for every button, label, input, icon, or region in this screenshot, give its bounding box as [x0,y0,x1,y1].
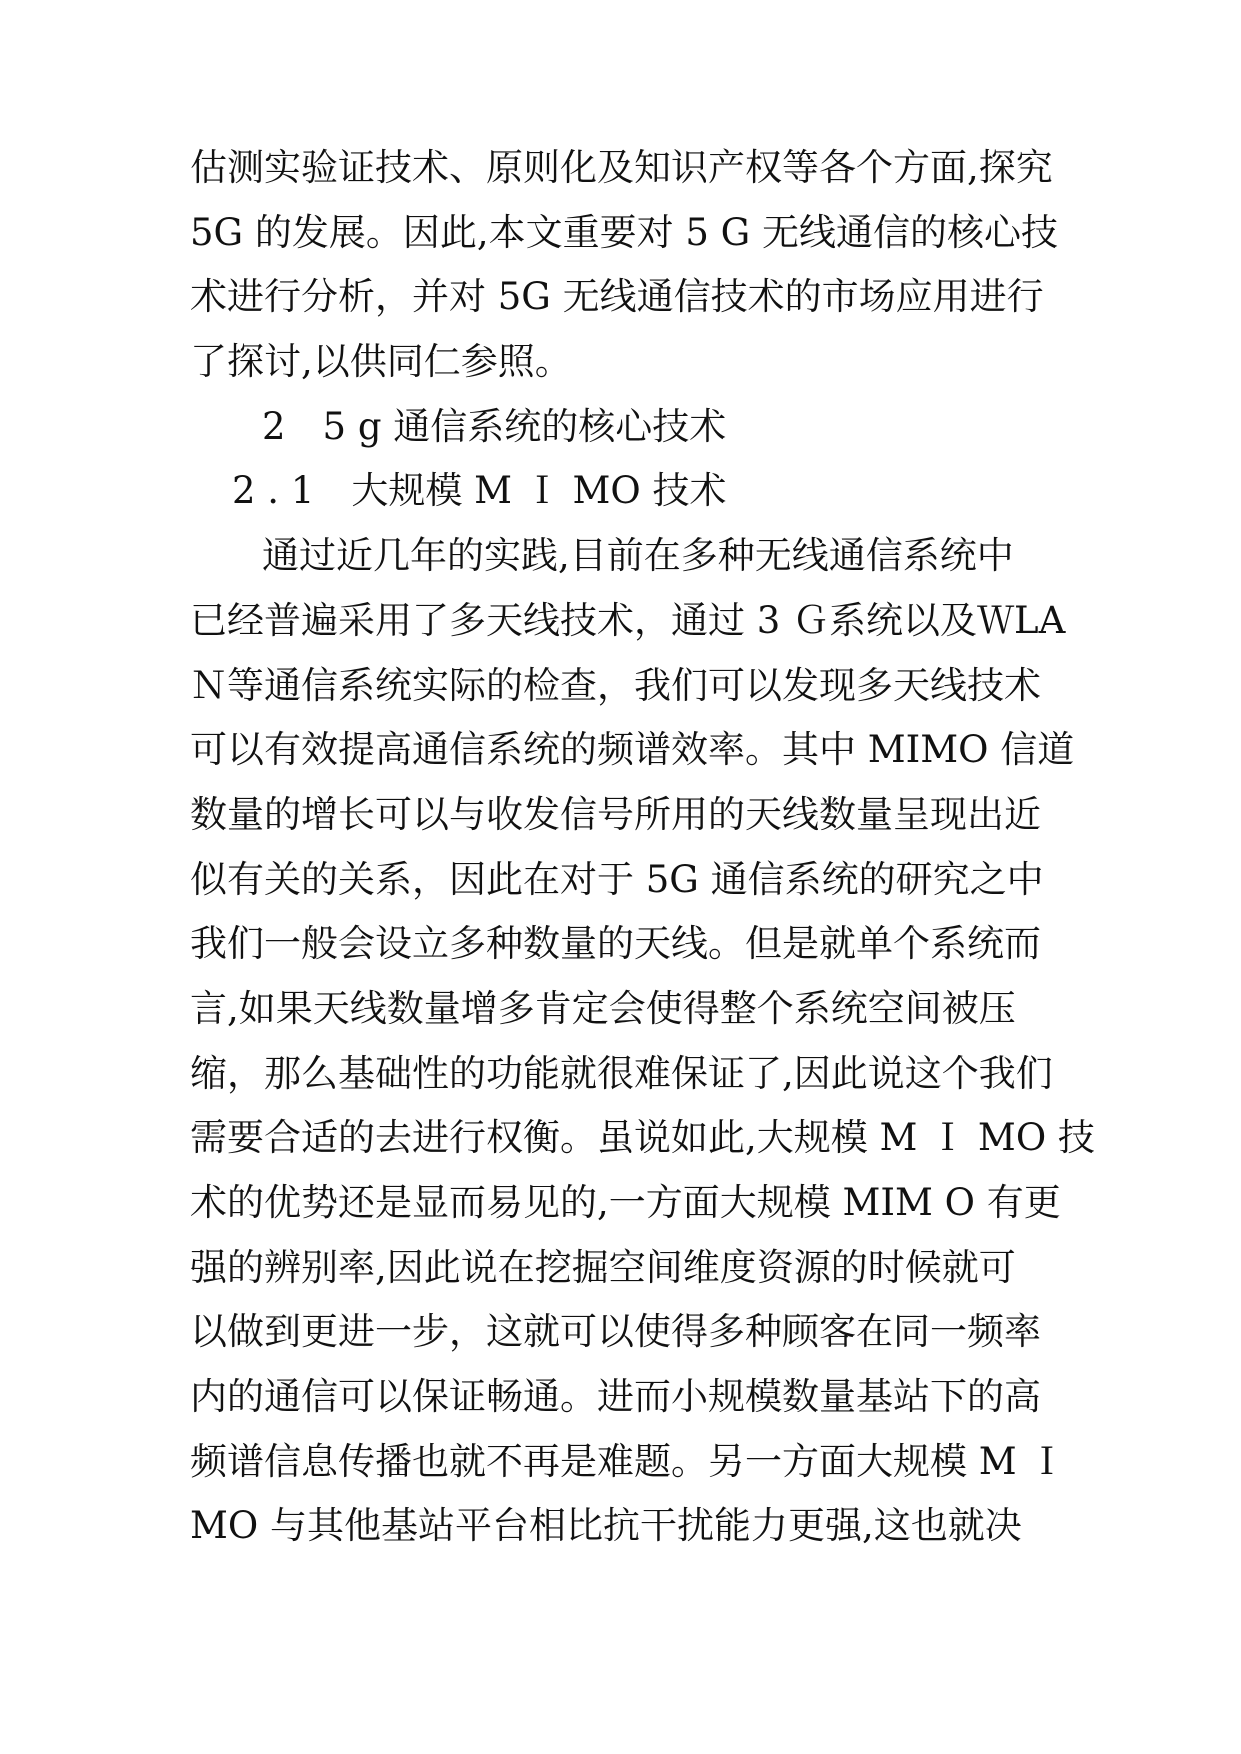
text-line: 以做到更进一步，这就可以使得多种顾客在同一频率 [190,1310,1041,1354]
text-line: Ｎ等通信系统实际的检查，我们可以发现多天线技术 [190,663,1041,707]
text-line: 似有关的关系，因此在对于 5G 通信系统的研究之中 [190,857,1044,901]
text-line: 术的优势还是显而易见的,一方面大规模 MIM O 有更 [190,1181,1061,1224]
subsection-heading: 2 . 1 大规模 M Ｉ MO 技术 [232,469,727,513]
text-line: 可以有效提高通信系统的频谱效率。其中 MIMO 信道 [190,728,1075,772]
text-line: 估测实验证技术、原则化及知识产权等各个方面,探究 [190,146,1053,189]
text-line: 我们一般会设立多种数量的天线。但是就单个系统而 [190,922,1041,966]
text-line: 强的辨别率,因此说在挖掘空间维度资源的时候就可 [190,1245,1016,1289]
text-line: 了探讨,以供同仁参照。 [190,340,572,384]
section-heading: 2 5 g 通信系统的核心技术 [262,404,727,448]
text-line: 需要合适的去进行权衡。虽说如此,大规模 M Ｉ MO 技 [190,1116,1095,1160]
text-line: MO 与其他基站平台相比抗干扰能力更强,这也就决 [190,1504,1022,1548]
text-line: 术进行分析，并对 5G 无线通信技术的市场应用进行 [190,275,1044,319]
text-line: 通过近几年的实践,目前在多种无线通信系统中 [262,534,1014,578]
text-line: 言,如果天线数量增多肯定会使得整个系统空间被压 [190,986,1016,1030]
text-line: 内的通信可以保证畅通。进而小规模数量基站下的高 [190,1375,1041,1419]
text-line: 频谱信息传播也就不再是难题。另一方面大规模 M Ｉ [190,1439,1066,1483]
body-text [190,136,1095,1559]
text-line: 已经普遍采用了多天线技术，通过 3 Ｇ系统以及ＷLA [190,598,1066,642]
text-line: 5G 的发展。因此,本文重要对 5 G 无线通信的核心技 [190,210,1058,254]
text-line: 数量的增长可以与收发信号所用的天线数量呈现出近 [190,792,1041,836]
text-line: 缩，那么基础性的功能就很难保证了,因此说这个我们 [190,1051,1053,1095]
